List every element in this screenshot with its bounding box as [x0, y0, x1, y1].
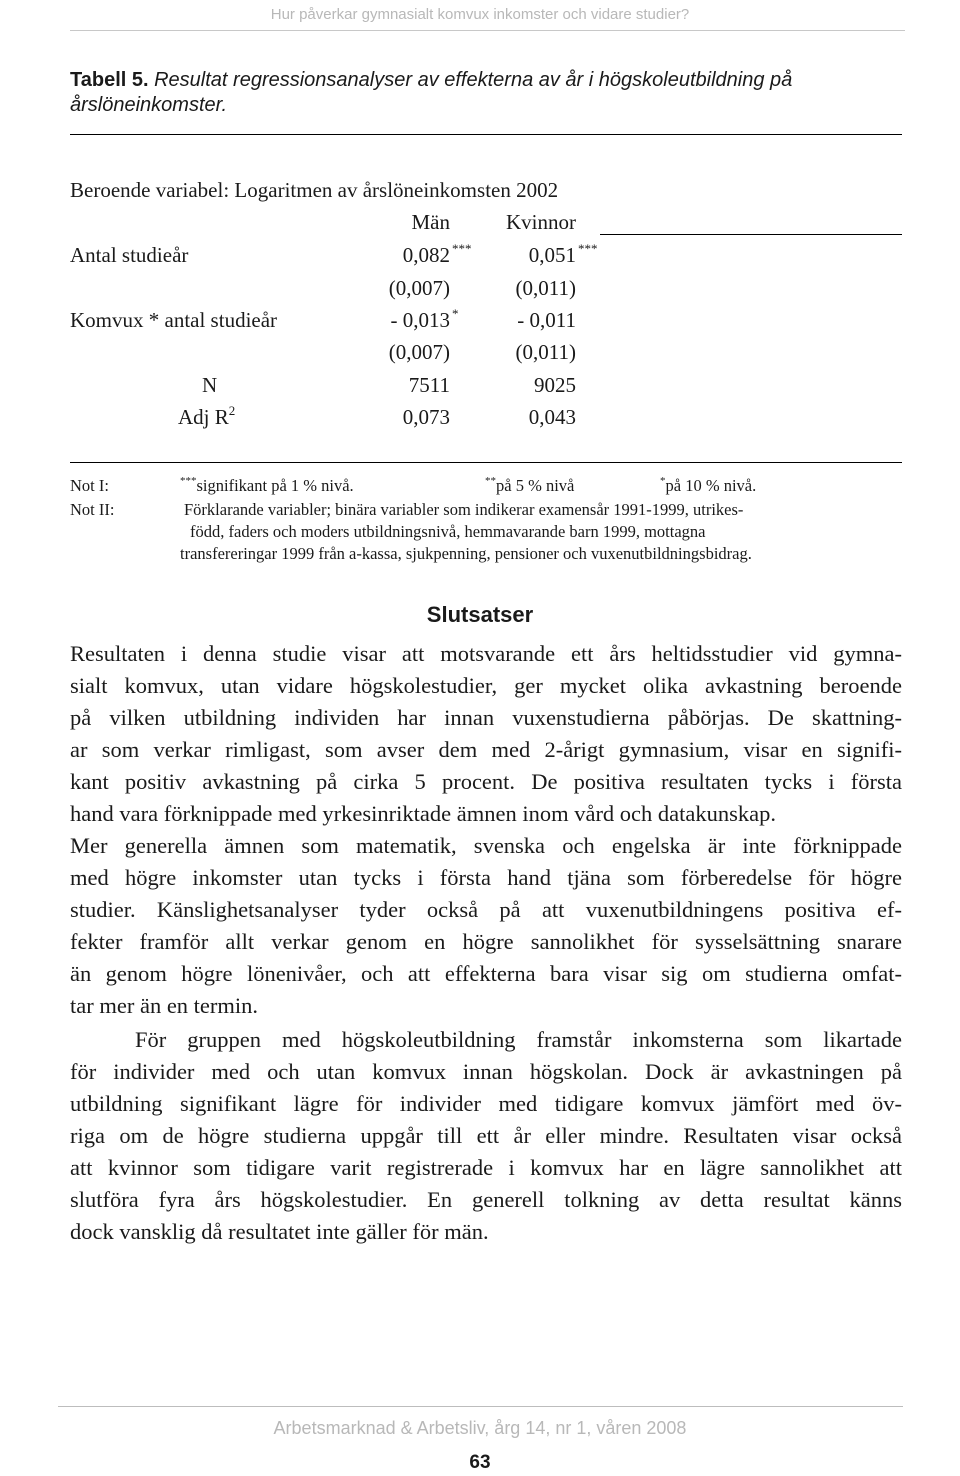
body-line: kant positiv avkastning på cirka 5 procent. De positiva resultaten tycks i första: [70, 769, 902, 794]
body-line: fekter framför allt verkar genom en högre sannolikhet för sysselsättning snarare: [70, 929, 902, 954]
note1-sig-10pct: *på 10 % nivå.: [660, 475, 757, 495]
page-number: 63: [469, 1452, 491, 1473]
note1-label: Not I:: [70, 476, 109, 495]
cell-women-se-2: (0,011): [515, 340, 576, 364]
cell-men-n: 7511: [408, 373, 450, 397]
dependent-variable: Beroende variabel: Logaritmen av årslöneinkomsten 2002: [70, 178, 559, 202]
column-header-women: Kvinnor: [506, 210, 576, 234]
cell-women-se-1: (0,011): [515, 276, 576, 300]
column-header-men: Män: [411, 210, 450, 234]
row-label-komvux-antal-studiear: Komvux * antal studieår: [70, 308, 278, 332]
sig-men-antal-studiear: ***: [452, 241, 472, 256]
table-top-rule: [70, 134, 902, 135]
journal-citation: Arbetsmarknad & Arbetsliv, årg 14, nr 1, våren 2008: [273, 1418, 687, 1438]
body-line: studier. Känslighetsanalyser tyder också på att vuxenutbildningens positiva ef-: [70, 897, 902, 922]
sig-men-komvux: *: [452, 306, 459, 321]
body-line: sialt komvux, utan vidare högskolestudier, ger mycket olika avkastning beroende: [70, 673, 902, 698]
body-line: att kvinnor som tidigare varit registrerade i komvux har en lägre sannolikhet att: [70, 1155, 902, 1180]
cell-women-n: 9025: [534, 373, 576, 397]
cell-women-antal-studiear: 0,051: [528, 243, 576, 267]
body-line: riga om de högre studierna uppgår till ett år eller mindre. Resultaten visar också: [70, 1123, 902, 1148]
section-heading: Slutsatser: [426, 602, 534, 627]
note2-line: transfereringar 1999 från a-kassa, sjukpenning, pensioner och vuxenutbildningsbidrag.: [180, 544, 752, 563]
body-line: ar som verkar rimligast, som avser dem med 2-årigt gymnasium, visar en signifi-: [70, 737, 902, 762]
body-line: För gruppen med högskoleutbildning framstår inkomsterna som likartade: [135, 1027, 902, 1052]
body-line: slutföra fyra års högskolestudier. En generell tolkning av detta resultat känns: [70, 1187, 902, 1212]
cell-men-se-2: (0,007): [388, 340, 450, 364]
body-line: för individer med och utan komvux innan högskolan. Dock är avkastningen på: [70, 1059, 902, 1084]
row-label-antal-studiear: Antal studieår: [70, 243, 189, 267]
note2-line: Förklarande variabler; binära variabler som indikerar examensår 1991-1999, utrikes-: [184, 500, 744, 519]
footer-rule: [58, 1406, 903, 1407]
body-line: med högre inkomster utan tycks i första hand tjäna som förberedelse för högre: [70, 865, 902, 890]
body-line: dock vansklig då resultatet inte gäller för män.: [70, 1219, 489, 1244]
body-line: tar mer än en termin.: [70, 993, 259, 1018]
cell-men-komvux: - 0,013: [390, 308, 450, 332]
sig-women-antal-studiear: ***: [578, 241, 598, 256]
cell-women-adj-r2: 0,043: [528, 405, 576, 429]
body-line: Mer generella ämnen som matematik, svenska och engelska är inte förknippade: [70, 833, 902, 858]
cell-men-adj-r2: 0,073: [402, 405, 450, 429]
table-bottom-rule: [70, 462, 902, 463]
header-rule: [70, 30, 905, 31]
note1-sig-1pct: ***signifikant på 1 % nivå.: [180, 475, 354, 495]
body-line: än genom högre lönenivåer, och att effekterna bara visar sig om studierna omfat-: [70, 961, 902, 986]
row-label-n: N: [202, 373, 218, 397]
note2-label: Not II:: [70, 500, 115, 519]
cell-women-komvux: - 0,011: [517, 308, 576, 332]
body-line: på vilken utbildning individen har innan vuxenstudierna påbörjas. De skattning-: [70, 705, 902, 730]
body-line: Resultaten i denna studie visar att motsvarande ett års heltidsstudier vid gymna-: [70, 641, 902, 666]
note2-line: född, faders och moders utbildningsnivå, hemmavarande barn 1999, mottagna: [190, 522, 706, 541]
table-caption-text: Resultat regressionsanalyser av effekterna av år i högskoleutbildning på årslöneinkomster.: [70, 69, 793, 116]
cell-men-antal-studiear: 0,082: [402, 243, 450, 267]
table-caption-label: Tabell 5.: [70, 69, 149, 91]
table-caption: [70, 68, 900, 118]
note1-sig-5pct: **på 5 % nivå: [485, 475, 575, 495]
running-header: Hur påverkar gymnasialt komvux inkomster och vidare studier?: [270, 6, 690, 23]
body-line: hand vara förknippade med yrkesinriktade ämnen inom vård och datakunskap.: [70, 801, 777, 826]
cell-men-se-1: (0,007): [388, 276, 450, 300]
row-label-adj-r2: Adj $R^2$: [178, 403, 236, 429]
body-line: utbildning signifikant lägre för individer med tidigare komvux jämfört med öv-: [70, 1091, 902, 1116]
header-underline: [600, 234, 902, 235]
